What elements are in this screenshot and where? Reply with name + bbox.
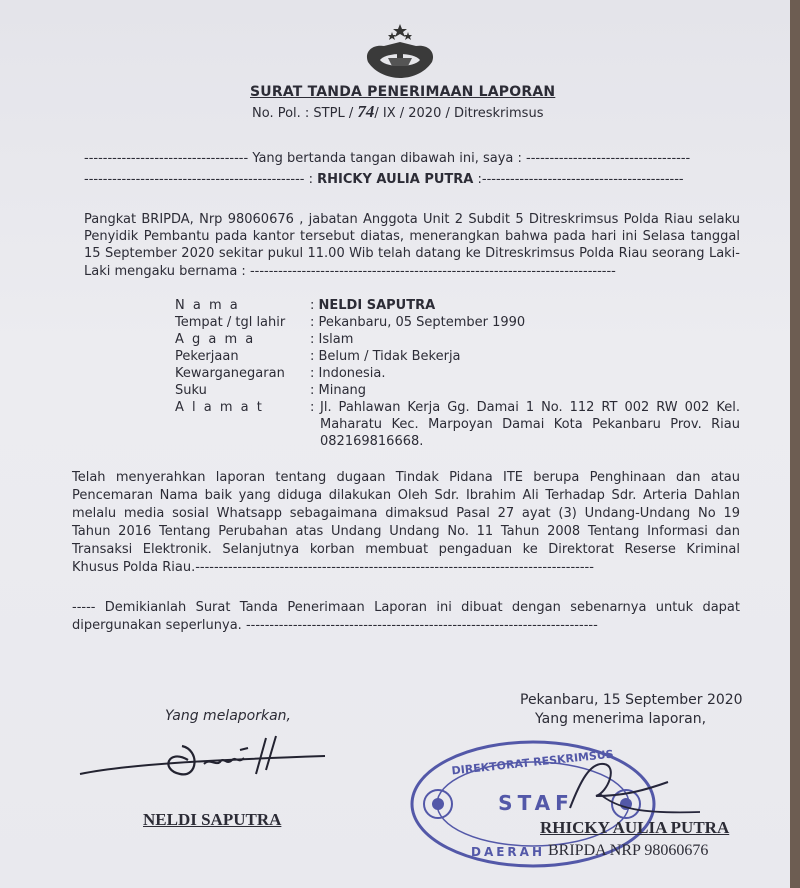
ttl-row: : Pekanbaru, 05 September 1990 [310, 315, 526, 330]
suku-row: : Minang [310, 383, 367, 398]
paragraph-line: Pencemaran Nama baik yang diduga dilakukan Oleh Sdr. Ibrahim Ali Terhadap Sdr. Arteria Dahlan [72, 488, 740, 503]
reporter-signature [70, 730, 330, 790]
pekerjaan-row: : Belum / Tidak Bekerja [310, 349, 461, 364]
alamat-line: 082169816668. [320, 434, 424, 449]
stamp-top-text: DIREKTORAT RESKRIMSUS [451, 747, 615, 778]
ttl-label: Tempat / tgl lahir [175, 315, 286, 330]
paragraph-line: Pangkat BRIPDA, Nrp 98060676 , jabatan Anggota Unit 2 Subdit 5 Ditreskrimsus Polda Riau selaku [84, 212, 740, 227]
agama-row: : Islam [310, 332, 354, 347]
document-number [252, 102, 543, 122]
place-date: Pekanbaru, 15 September 2020 [520, 692, 743, 708]
nama-value: NELDI SAPUTRA [318, 298, 436, 313]
paragraph-line: 15 September 2020 sekitar pukul 11.00 Wib telah datang ke Ditreskrimsus Polda Riau seorang Laki- [84, 246, 740, 261]
stamp-bottom-text: DAERAH [470, 845, 546, 859]
pekerjaan-value: Belum / Tidak Bekerja [318, 349, 461, 364]
nama-label: N a m a [175, 298, 240, 313]
paragraph-line: Transaksi Elektronik. Selanjutnya korban membuat pengaduan ke Direktorat Reserse Kriminal [72, 542, 740, 557]
officer-name: RHICKY AULIA PUTRA [317, 172, 474, 187]
number-handwritten: 74 [357, 102, 375, 121]
alamat-label: A l a m a t [175, 400, 264, 415]
paragraph-line: Laki mengaku bernama : ------------------------------------------------------------------------------ [84, 264, 616, 279]
stamp-middle-text: STAF [498, 791, 574, 815]
officer-line-prefix: ----------------------------------------------- : [84, 172, 313, 187]
paragraph-line: Tahun 2016 Tentang Perubahan atas Undang Undang No. 11 Tahun 2008 Tentang Informasi dan [72, 524, 740, 539]
agama-label: A g a m a [175, 332, 256, 347]
reporter-name: NELDI SAPUTRA [143, 810, 282, 829]
paragraph-line: Telah menyerahkan laporan tentang dugaan Tindak Pidana ITE berupa Penghinaan dan atau [72, 470, 740, 485]
police-emblem-logo [358, 22, 442, 80]
ttl-value: Pekanbaru, 05 September 1990 [318, 315, 526, 330]
alamat-line: Jl. Pahlawan Kerja Gg. Damai 1 No. 112 RT 002 RW 002 Kel. [320, 400, 740, 415]
kewarganegaran-row: : Indonesia. [310, 366, 386, 381]
alamat-colon: : [310, 400, 315, 415]
receiver-name: RHICKY AULIA PUTRA [540, 818, 730, 837]
kewarganegaran-label: Kewarganegaran [175, 366, 285, 381]
paragraph-line: melalu media sosial Whatsapp sebagaimana dimaksud Pasal 27 ayat (3) Undang-Undang No 19 [72, 506, 740, 521]
receiver-caption: Yang menerima laporan, [535, 711, 707, 727]
document-title: SURAT TANDA PENERIMAAN LAPORAN [250, 84, 556, 100]
suku-value: Minang [318, 383, 367, 398]
desk-edge [790, 0, 800, 888]
number-prefix: No. Pol. : STPL / [252, 106, 358, 121]
kewarganegaran-value: Indonesia. [318, 366, 386, 381]
reporter-caption: Yang melaporkan, [165, 708, 291, 724]
number-suffix: / IX / 2020 / Ditreskrimsus [374, 106, 544, 121]
pekerjaan-label: Pekerjaan [175, 349, 239, 364]
receiver-nrp: BRIPDA NRP 98060676 [548, 842, 709, 859]
nama-row: : NELDI SAPUTRA [310, 298, 436, 313]
suku-label: Suku [175, 383, 207, 398]
paragraph-line: dipergunakan seperlunya. --------------------------------------------------------------------------- [72, 618, 598, 633]
paragraph-line: Khusus Polda Riau.------------------------------------------------------------------------------------- [72, 560, 594, 575]
intro-line: ----------------------------------- Yang bertanda tangan dibawah ini, saya : ----------------------------------- [84, 151, 691, 166]
officer-line-suffix: :------------------------------------------- [477, 172, 684, 187]
receiver-signature [560, 752, 710, 822]
paragraph-line: ----- Demikianlah Surat Tanda Penerimaan Laporan ini dibuat dengan sebenarnya untuk dapat [72, 600, 740, 615]
agama-value: Islam [318, 332, 354, 347]
alamat-line: Maharatu Kec. Marpoyan Damai Kota Pekanbaru Prov. Riau [320, 417, 740, 432]
paragraph-line: Penyidik Pembantu pada kantor tersebut diatas, menerangkan bahwa pada hari ini Selasa tanggal [84, 229, 740, 244]
officer-line [84, 172, 684, 187]
